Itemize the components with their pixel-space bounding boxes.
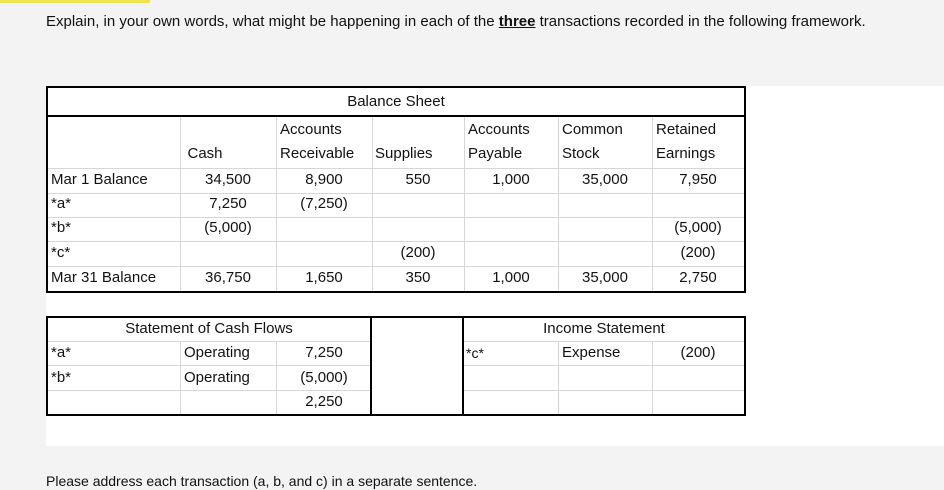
header-cash: Cash	[187, 145, 223, 162]
framework-table	[46, 86, 944, 446]
header-ar-line2: Receivable	[280, 145, 355, 162]
cell-ap: 1,000	[492, 171, 530, 188]
highlight-mark	[0, 0, 150, 3]
row-label: Mar 31 Balance	[51, 269, 157, 286]
header-ap-line1: Accounts	[468, 121, 530, 138]
cf-category: Operating	[184, 369, 250, 386]
header-re-line1: Retained	[656, 121, 717, 138]
cash-flows-title: Statement of Cash Flows	[125, 320, 293, 337]
row-label: *b*	[51, 219, 72, 236]
cell-cash: 34,500	[205, 171, 251, 188]
instruction-text: Please address each transaction (a, b, and c) in a separate sentence.	[46, 473, 478, 489]
cell-re: (5,000)	[674, 219, 722, 236]
cf-row-label: *a*	[51, 344, 72, 361]
cell-supplies: 350	[405, 269, 431, 286]
cell-supplies: 550	[405, 171, 431, 188]
cf-total: 2,250	[305, 393, 343, 410]
header-ar-line1: Accounts	[280, 121, 342, 138]
cf-category: Operating	[184, 344, 250, 361]
cell-re: (200)	[680, 244, 716, 261]
row-label: Mar 1 Balance	[51, 171, 148, 188]
question-text: Explain, in your own words, what might be happening in each of the three transactions recorded in the following framework.	[46, 13, 866, 30]
row-label: *a*	[51, 195, 72, 212]
header-cs-line2: Stock	[562, 145, 600, 162]
balance-sheet-title: Balance Sheet	[347, 93, 445, 110]
income-statement-title: Income Statement	[543, 320, 665, 337]
cell-supplies: (200)	[400, 244, 436, 261]
is-amount: (200)	[680, 344, 716, 361]
cell-ar: (7,250)	[300, 195, 348, 212]
is-category: Expense	[562, 344, 621, 361]
is-row-label: *c*	[466, 345, 484, 361]
cell-cs: 35,000	[582, 269, 628, 286]
cell-cash: 7,250	[209, 195, 247, 212]
cell-cash: (5,000)	[204, 219, 252, 236]
header-cs-line1: Common	[562, 121, 623, 138]
header-re-line2: Earnings	[656, 145, 716, 162]
cell-ar: 1,650	[305, 269, 343, 286]
cell-ap: 1,000	[492, 269, 530, 286]
row-label: *c*	[51, 244, 71, 261]
cf-amount: (5,000)	[300, 369, 348, 386]
header-ap-line2: Payable	[468, 145, 523, 162]
cell-cs: 35,000	[582, 171, 628, 188]
cell-ar: 8,900	[305, 171, 343, 188]
question-emphasis: three	[498, 13, 536, 30]
cell-re: 7,950	[679, 171, 717, 188]
header-supplies: Supplies	[375, 145, 433, 162]
cell-re: 2,750	[679, 269, 717, 286]
cf-row-label: *b*	[51, 369, 72, 386]
cell-cash: 36,750	[205, 269, 251, 286]
cf-amount: 7,250	[305, 344, 343, 361]
